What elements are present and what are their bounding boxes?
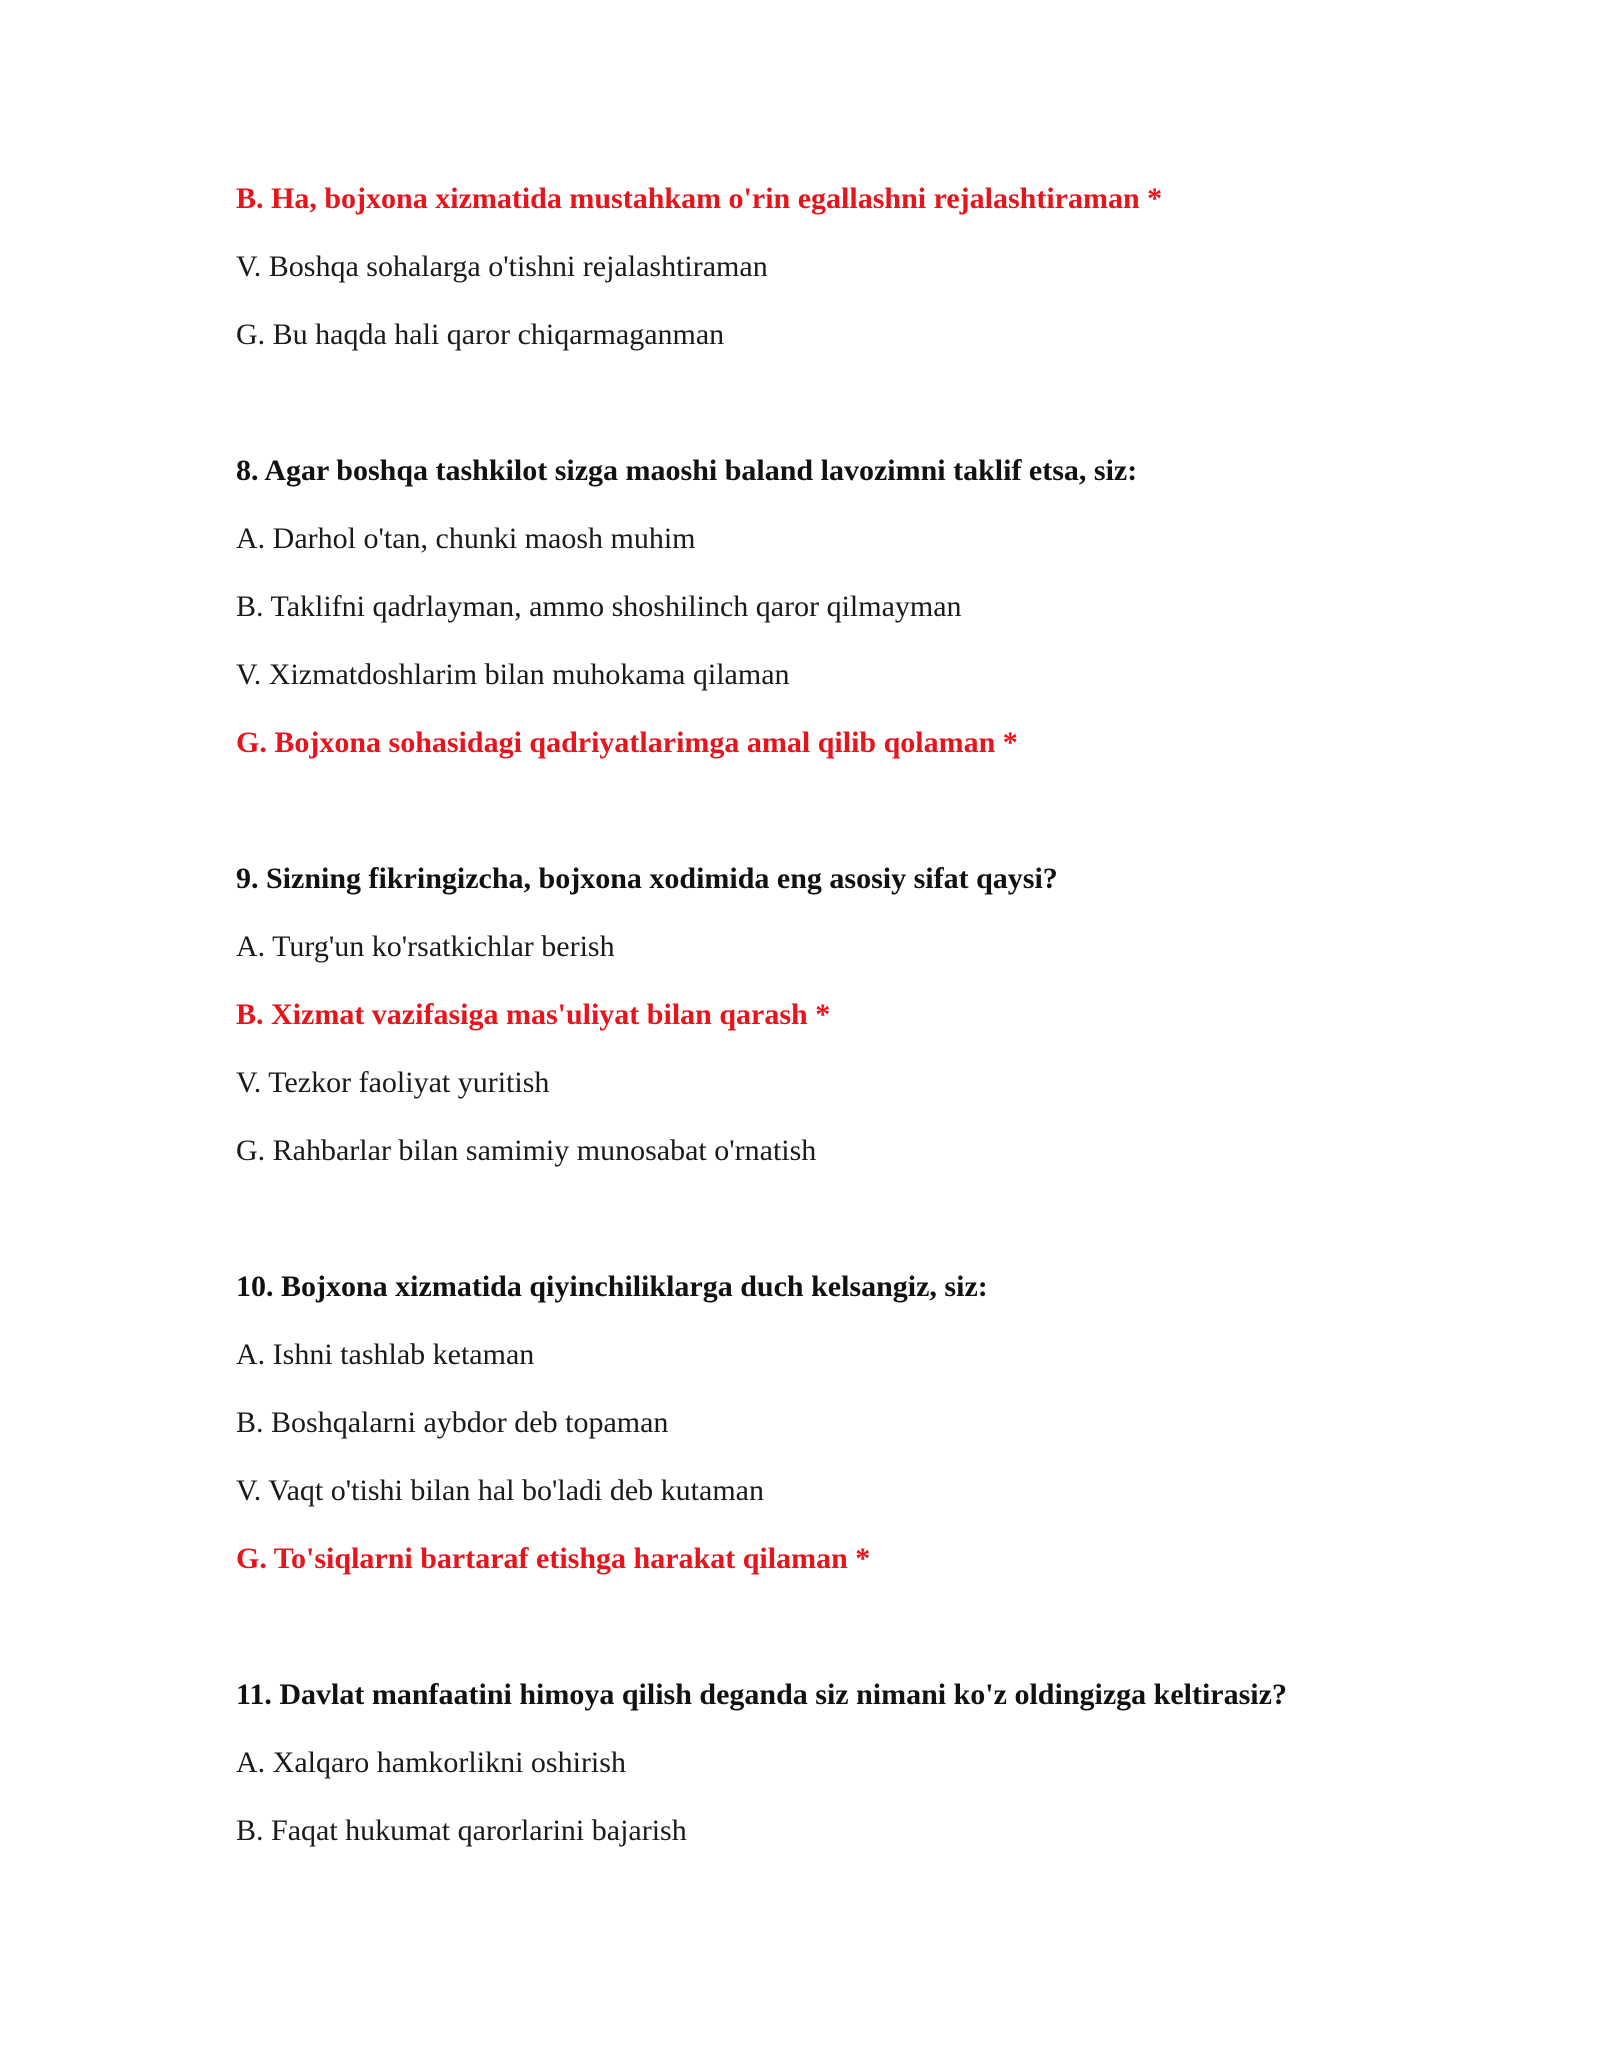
option-9-b: B. Xizmat vazifasiga mas'uliyat bilan qarash * [236,998,831,1031]
option-8-g: G. Bojxona sohasidagi qadriyatlarimga amal qilib qolaman * [236,726,1018,759]
option-8-b: B. Taklifni qadrlayman, ammo shoshilinch qaror qilmayman [236,590,962,623]
option-11-b: B. Faqat hukumat qarorlarini bajarish [236,1814,687,1847]
option-10-g: G. To'siqlarni bartaraf etishga harakat qilaman * [236,1542,871,1575]
option-10-v: V. Vaqt o'tishi bilan hal bo'ladi deb kutaman [236,1474,764,1507]
option-10-a: A. Ishni tashlab ketaman [236,1338,535,1371]
option-8-v: V. Xizmatdoshlarim bilan muhokama qilaman [236,658,790,691]
option-9-v: V. Tezkor faoliyat yuritish [236,1066,550,1099]
option-9-a: A. Turg'un ko'rsatkichlar berish [236,930,615,963]
option-8-a: A. Darhol o'tan, chunki maosh muhim [236,522,696,555]
question-9-title: 9. Sizning fikringizcha, bojxona xodimida eng asosiy sifat qaysi? [236,862,1058,895]
question-10-title: 10. Bojxona xizmatida qiyinchiliklarga duch kelsangiz, siz: [236,1270,988,1303]
option-10-b: B. Boshqalarni aybdor deb topaman [236,1406,669,1439]
option-9-g: G. Rahbarlar bilan samimiy munosabat o'rnatish [236,1134,817,1167]
question-11-title: 11. Davlat manfaatini himoya qilish deganda siz nimani ko'z oldingizga keltirasiz? [236,1678,1287,1711]
option-7-b: B. Ha, bojxona xizmatida mustahkam o'rin egallashni rejalashtiraman * [236,182,1163,215]
document-content [236,182,1436,1848]
option-11-a: A. Xalqaro hamkorlikni oshirish [236,1746,626,1779]
option-7-g: G. Bu haqda hali qaror chiqarmaganman [236,318,725,351]
question-8-title: 8. Agar boshqa tashkilot sizga maoshi baland lavozimni taklif etsa, siz: [236,454,1138,487]
option-7-v: V. Boshqa sohalarga o'tishni rejalashtiraman [236,250,768,283]
